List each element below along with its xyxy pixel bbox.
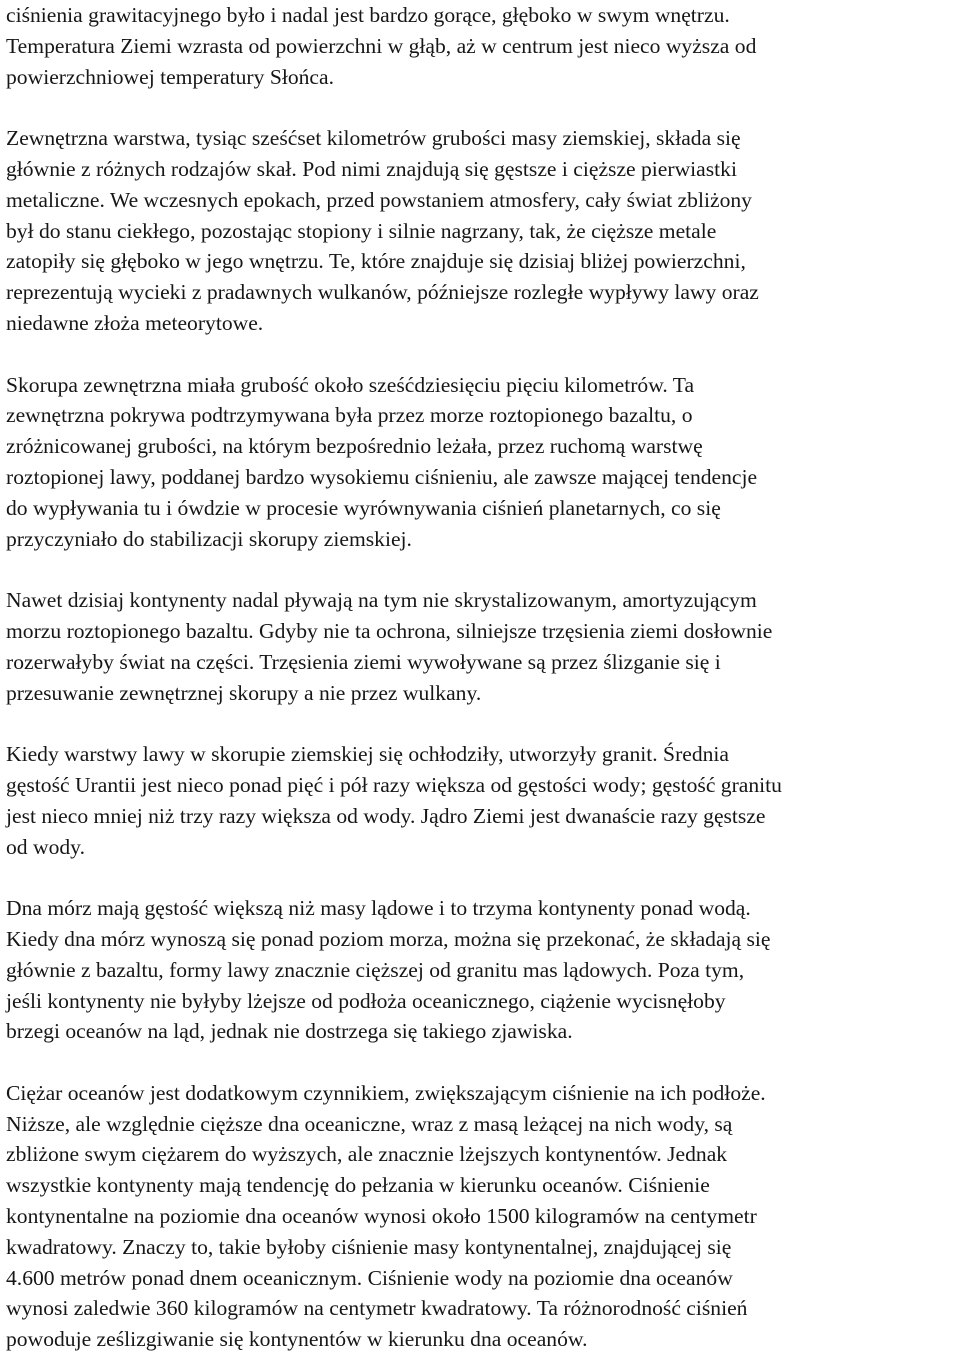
text-line: kontynentalne na poziomie dna oceanów wynosi około 1500 kilogramów na centymetr [6,1204,757,1229]
text-line: powoduje ześlizgiwanie się kontynentów w kierunku dna oceanów. [6,1327,588,1352]
text-line: rozerwałyby świat na części. Trzęsienia ziemi wywoływane są przez ślizganie się i [6,649,721,674]
text-line: głównie z różnych rodzajów skał. Pod nimi znajdują się gęstsze i cięższe pierwiastki [6,156,737,181]
text-line: zatopiły się głęboko w jego wnętrzu. Te, które znajduje się dzisiaj bliżej powierzchni, [6,249,746,274]
text-line: gęstość Urantii jest nieco ponad pięć i pół razy większa od gęstości wody; gęstość granitu [6,772,782,797]
text-line: Niższe, ale względnie cięższe dna oceaniczne, wraz z masą leżącej na nich wody, są [6,1111,733,1136]
text-line: Temperatura Ziemi wzrasta od powierzchni w głąb, aż w centrum jest nieco wyższa od [6,33,757,58]
paragraph-6 [6,893,958,1047]
text-line: zewnętrzna pokrywa podtrzymywana była przez morze roztopionego bazaltu, o [6,403,693,428]
text-line: Kiedy warstwy lawy w skorupie ziemskiej się ochłodziły, utworzyły granit. Średnia [6,742,730,767]
text-line: zbliżone swym ciężarem do wyższych, ale znacznie lżejszych kontynentów. Jednak [6,1142,728,1167]
paragraph-3 [6,370,958,555]
paragraph-5 [6,739,958,862]
text-line: Skorupa zewnętrzna miała grubość około sześćdziesięciu pięciu kilometrów. Ta [6,372,695,397]
text-line: niedawne złoża meteorytowe. [6,310,264,335]
text-line: kwadratowy. Znaczy to, takie byłoby ciśnienie masy kontynentalnej, znajdującej się [6,1234,732,1259]
text-line: zróżnicowanej grubości, na którym bezpośrednio leżała, przez ruchomą warstwę [6,434,703,459]
text-line: Nawet dzisiaj kontynenty nadal pływają na tym nie skrystalizowanym, amortyzującym [6,588,757,613]
text-line: Kiedy dna mórz wynoszą się ponad poziom morza, można się przekonać, że składają się [6,926,771,951]
text-line: powierzchniowej temperatury Słońca. [6,64,334,89]
text-line: do wypływania tu i ówdzie w procesie wyrównywania ciśnień planetarnych, co się [6,495,721,520]
text-line: głównie z bazaltu, formy lawy znacznie cięższej od granitu mas lądowych. Poza tym, [6,957,745,982]
text-line: roztopionej lawy, poddanej bardzo wysokiemu ciśnieniu, ale zawsze mającej tendencje [6,464,758,489]
text-line: 4.600 metrów ponad dnem oceanicznym. Ciśnienie wody na poziomie dna oceanów [6,1265,733,1290]
text-line: brzegi oceanów na ląd, jednak nie dostrzega się takiego zjawiska. [6,1019,573,1044]
text-line: od wody. [6,834,85,859]
text-line: metaliczne. We wczesnych epokach, przed powstaniem atmosfery, cały świat zbliżony [6,187,752,212]
text-line: wszystkie kontynenty mają tendencję do pełzania w kierunku oceanów. Ciśnienie [6,1173,710,1198]
text-line: przesuwanie zewnętrznej skorupy a nie przez wulkany. [6,680,482,705]
text-line: morzu roztopionego bazaltu. Gdyby nie ta ochrona, silniejsze trzęsienia ziemi dosłownie [6,618,773,643]
text-line: był do stanu ciekłego, pozostając stopiony i silnie nagrzany, tak, że cięższe metale [6,218,717,243]
paragraph-4 [6,585,958,708]
text-line: jest nieco mniej niż trzy razy większa od wody. Jądro Ziemi jest dwanaście razy gęstsze [6,803,766,828]
text-line: Dna mórz mają gęstość większą niż masy lądowe i to trzyma kontynenty ponad wodą. [6,896,751,921]
text-line: wynosi zaledwie 360 kilogramów na centymetr kwadratowy. Ta różnorodność ciśnień [6,1296,748,1321]
text-line: Zewnętrzna warstwa, tysiąc sześćset kilometrów grubości masy ziemskiej, składa się [6,126,741,151]
paragraph-2 [6,123,958,339]
text-line: przyczyniało do stabilizacji skorupy ziemskiej. [6,526,412,551]
paragraph-7 [6,1078,958,1355]
text-line: reprezentują wycieki z pradawnych wulkanów, późniejsze rozległe wypływy lawy oraz [6,280,759,305]
text-line: Ciężar oceanów jest dodatkowym czynnikiem, zwiększającym ciśnienie na ich podłoże. [6,1080,766,1105]
document-page [6,0,958,1355]
text-line: jeśli kontynenty nie byłyby lżejsze od podłoża oceanicznego, ciążenie wycisnęłoby [6,988,726,1013]
paragraph-1 [6,0,958,92]
text-line: ciśnienia grawitacyjnego było i nadal jest bardzo gorące, głęboko w swym wnętrzu. [6,3,730,27]
